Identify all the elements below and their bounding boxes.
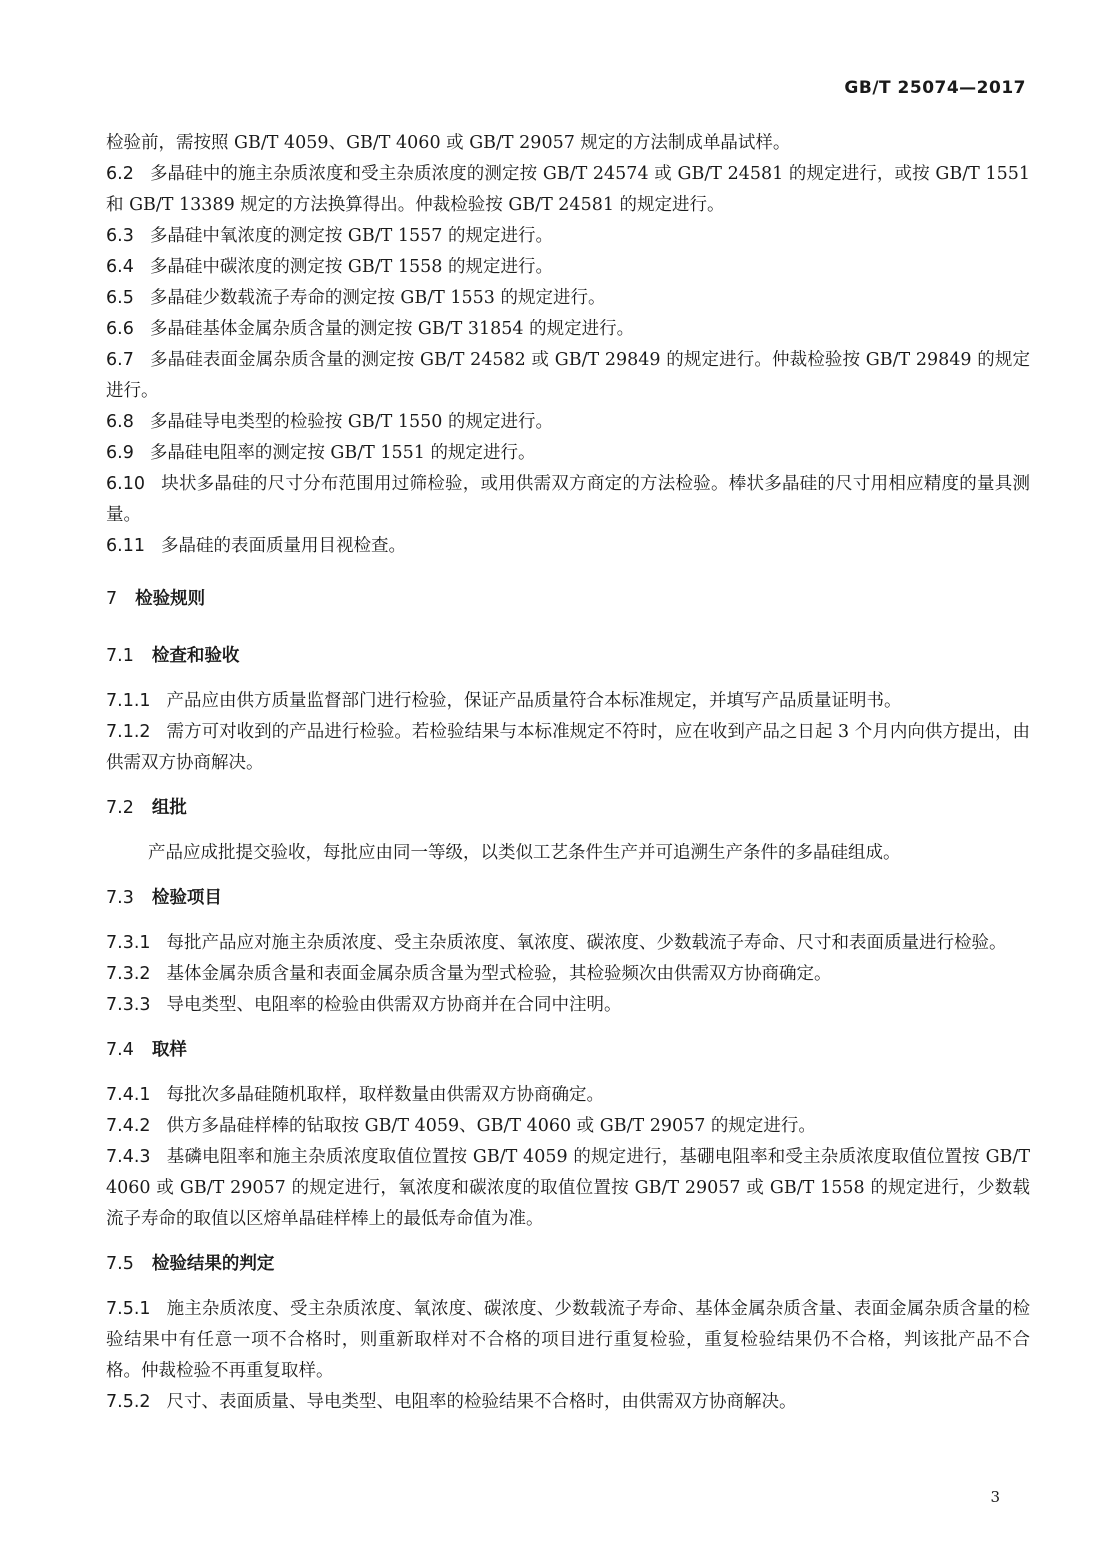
- clause-6-7: [106, 345, 1030, 407]
- clause-text: 每批次多晶硅随机取样，取样数量由供需双方协商确定。: [166, 1085, 605, 1105]
- clause-text: 多晶硅基体金属杂质含量的测定按 GB/T 31854 的规定进行。: [149, 319, 635, 339]
- clause-7-4-1: [106, 1080, 1030, 1111]
- clause-text: 块状多晶硅的尺寸分布范围用过筛检验，或用供需双方商定的方法检验。棒状多晶硅的尺寸用相应精度的量具测量。: [106, 474, 1030, 525]
- clause-text: 多晶硅的表面质量用目视检查。: [160, 536, 406, 556]
- clause-text: 多晶硅中氧浓度的测定按 GB/T 1557 的规定进行。: [149, 226, 553, 246]
- clause-number: 6.8: [106, 412, 134, 432]
- clause-text: 尺寸、表面质量、导电类型、电阻率的检验结果不合格时，由供需双方协商解决。: [166, 1392, 797, 1412]
- chapter-title: 检验规则: [135, 589, 206, 609]
- section-number: 7.2: [106, 798, 134, 818]
- clause-text: 施主杂质浓度、受主杂质浓度、氧浓度、碳浓度、少数载流子寿命、基体金属杂质含量、表面金属杂质含量的检验结果中有任意一项不合格时，则重新取样对不合格的项目进行重复检验，重复检验结果仍不合格，判该批产品不合格。仲裁检验不再重复取样。: [106, 1299, 1030, 1381]
- clause-number: 6.10: [106, 474, 145, 494]
- clause-text: 产品应由供方质量监督部门进行检验，保证产品质量符合本标准规定，并填写产品质量证明书。: [166, 691, 902, 711]
- clause-number: 7.5.2: [106, 1392, 151, 1412]
- clause-text: 基体金属杂质含量和表面金属杂质含量为型式检验，其检验频次由供需双方协商确定。: [166, 964, 832, 984]
- clause-number: 7.3.3: [106, 995, 151, 1015]
- section-title: 检验项目: [151, 888, 222, 908]
- clause-number: 7.4.1: [106, 1085, 151, 1105]
- clause-text: 多晶硅表面金属杂质含量的测定按 GB/T 24582 或 GB/T 29849 的规定进行。仲裁检验按 GB/T 29849 的规定进行。: [106, 350, 1030, 401]
- section-heading-7-4: [106, 1035, 1030, 1066]
- section-title: 检查和验收: [151, 646, 240, 666]
- clause-number: 6.5: [106, 288, 134, 308]
- clause-6-5: [106, 283, 1030, 314]
- clause-text: 多晶硅导电类型的检验按 GB/T 1550 的规定进行。: [149, 412, 553, 432]
- paragraph-text: 产品应成批提交验收，每批应由同一等级，以类似工艺条件生产并可追溯生产条件的多晶硅组成。: [148, 843, 901, 863]
- clause-number: 7.1.2: [106, 722, 151, 742]
- section-heading-7-3: [106, 883, 1030, 914]
- clause-text: 导电类型、电阻率的检验由供需双方协商并在合同中注明。: [166, 995, 622, 1015]
- paragraph-7-2-body: [106, 838, 1030, 869]
- clause-6-4: [106, 252, 1030, 283]
- clause-7-5-2: [106, 1387, 1030, 1418]
- clause-number: 7.4.2: [106, 1116, 151, 1136]
- clause-text: 每批产品应对施主杂质浓度、受主杂质浓度、氧浓度、碳浓度、少数载流子寿命、尺寸和表面质量进行检验。: [166, 933, 1007, 953]
- clause-7-3-3: [106, 990, 1030, 1021]
- clause-6-2: [106, 159, 1030, 221]
- section-title: 取样: [151, 1040, 187, 1060]
- section-title: 检验结果的判定: [151, 1254, 275, 1274]
- clause-7-1-1: [106, 686, 1030, 717]
- document-body: [106, 128, 1030, 1418]
- section-number: 7.5: [106, 1254, 134, 1274]
- clause-7-4-3: [106, 1142, 1030, 1235]
- paragraph-text: 检验前，需按照 GB/T 4059、GB/T 4060 或 GB/T 29057 规定的方法制成单晶试样。: [106, 133, 791, 153]
- chapter-number: 7: [106, 589, 118, 609]
- clause-6-9: [106, 438, 1030, 469]
- clause-number: 6.4: [106, 257, 134, 277]
- clause-number: 7.5.1: [106, 1299, 151, 1319]
- clause-7-4-2: [106, 1111, 1030, 1142]
- clause-number: 6.9: [106, 443, 134, 463]
- clause-text: 供方多晶硅样棒的钻取按 GB/T 4059、GB/T 4060 或 GB/T 29057 的规定进行。: [166, 1116, 816, 1136]
- clause-7-3-1: [106, 928, 1030, 959]
- clause-number: 6.6: [106, 319, 134, 339]
- section-heading-7-2: [106, 793, 1030, 824]
- clause-text: 需方可对收到的产品进行检验。若检验结果与本标准规定不符时，应在收到产品之日起 3 个月内向供方提出，由供需双方协商解决。: [106, 722, 1030, 773]
- page-number: 3: [990, 1488, 1000, 1506]
- clause-number: 7.4.3: [106, 1147, 151, 1167]
- section-number: 7.4: [106, 1040, 134, 1060]
- section-heading-7-5: [106, 1249, 1030, 1280]
- section-heading-7-1: [106, 641, 1030, 672]
- paragraph-6-1-cont: [106, 128, 1030, 159]
- clause-6-6: [106, 314, 1030, 345]
- clause-number: 6.7: [106, 350, 134, 370]
- clause-6-3: [106, 221, 1030, 252]
- clause-number: 7.3.2: [106, 964, 151, 984]
- section-title: 组批: [151, 798, 187, 818]
- clause-number: 6.11: [106, 536, 145, 556]
- clause-text: 多晶硅中碳浓度的测定按 GB/T 1558 的规定进行。: [149, 257, 553, 277]
- chapter-heading-7: [106, 584, 1030, 615]
- clause-number: 6.3: [106, 226, 134, 246]
- clause-text: 多晶硅电阻率的测定按 GB/T 1551 的规定进行。: [149, 443, 536, 463]
- clause-6-8: [106, 407, 1030, 438]
- section-number: 7.1: [106, 646, 134, 666]
- clause-7-3-2: [106, 959, 1030, 990]
- clause-number: 6.2: [106, 164, 134, 184]
- clause-number: 7.3.1: [106, 933, 151, 953]
- section-number: 7.3: [106, 888, 134, 908]
- clause-7-1-2: [106, 717, 1030, 779]
- clause-7-5-1: [106, 1294, 1030, 1387]
- clause-text: 基磷电阻率和施主杂质浓度取值位置按 GB/T 4059 的规定进行，基硼电阻率和受主杂质浓度取值位置按 GB/T 4060 或 GB/T 29057 的规定进行，氧浓度和碳浓度的取值位置按 GB/T 29057 或 GB/T 1558 的规定进行，少数载流子寿命的取值以区熔单晶硅样棒上的最低寿命值为准。: [106, 1147, 1030, 1229]
- clause-text: 多晶硅中的施主杂质浓度和受主杂质浓度的测定按 GB/T 24574 或 GB/T 24581 的规定进行，或按 GB/T 1551 和 GB/T 13389 规定的方法换算得出。仲裁检验按 GB/T 24581 的规定进行。: [106, 164, 1030, 215]
- clause-number: 7.1.1: [106, 691, 151, 711]
- clause-6-10: [106, 469, 1030, 531]
- clause-text: 多晶硅少数载流子寿命的测定按 GB/T 1553 的规定进行。: [149, 288, 606, 308]
- document-code: GB/T 25074—2017: [844, 78, 1026, 98]
- clause-6-11: [106, 531, 1030, 562]
